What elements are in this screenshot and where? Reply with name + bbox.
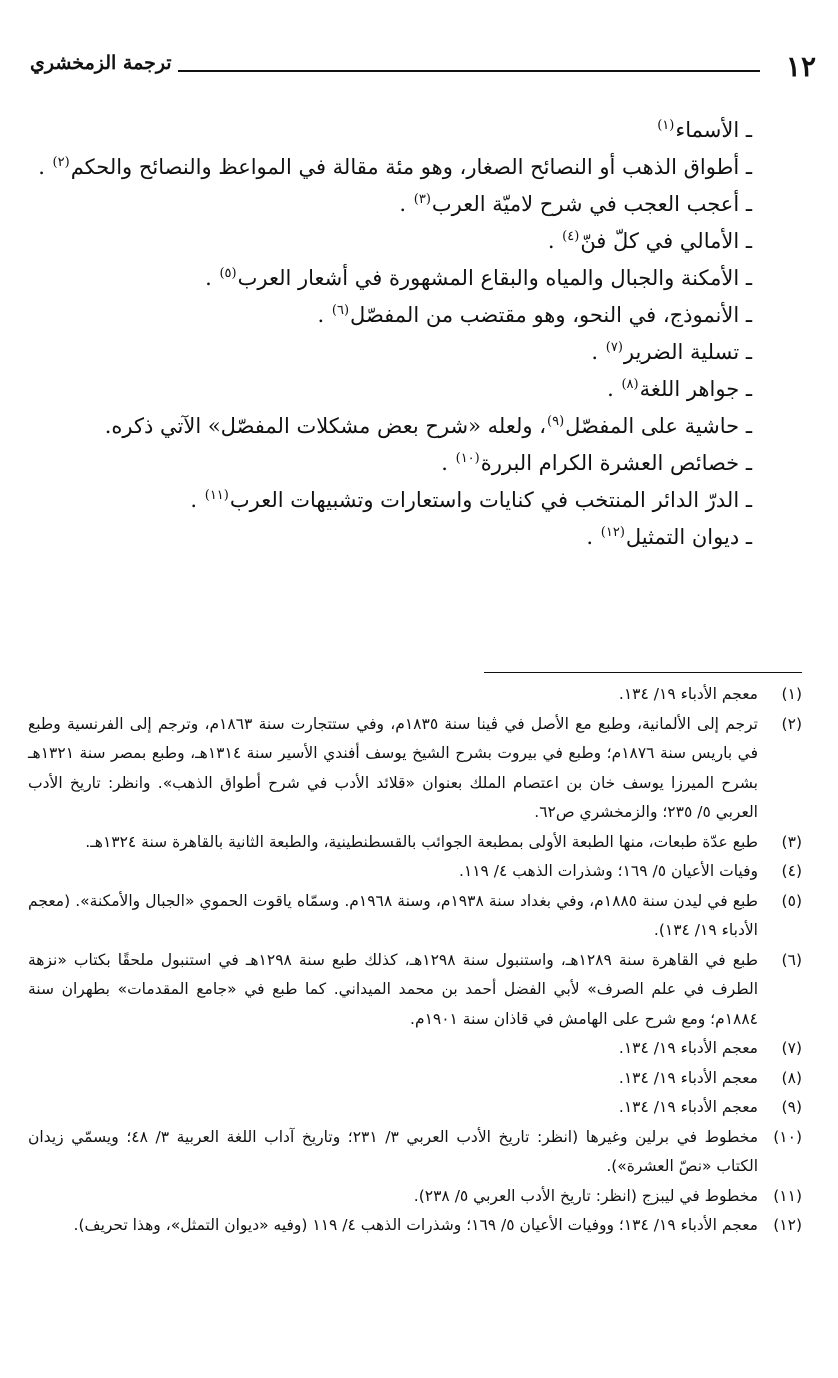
header-rule bbox=[178, 70, 760, 72]
footnote-text: معجم الأدباء ١٩/ ١٣٤. bbox=[618, 1098, 758, 1116]
footnote-number: (٦) bbox=[781, 950, 802, 969]
work-item: ـ الأمالي في كلّ فنّ$^{(٤)}$ . bbox=[547, 229, 752, 253]
footnote bbox=[28, 680, 802, 710]
footnote-number: (٩) bbox=[781, 1098, 802, 1116]
footnote bbox=[28, 946, 802, 1035]
footnote-number: (٤) bbox=[781, 862, 802, 880]
footnote-marker: (٥) bbox=[219, 266, 237, 281]
footnote-text: معجم الأدباء ١٩/ ١٣٤. bbox=[618, 685, 758, 703]
footnote bbox=[28, 1211, 802, 1241]
footnote-number: (٣) bbox=[781, 832, 802, 851]
footnote-text: طبع عدّة طبعات، منها الطبعة الأولى بمطبعة الجوائب بالقسطنطينية، والطبعة الثانية بالقاهرة سنة ١٣٢٤هـ. bbox=[85, 832, 758, 851]
footnote bbox=[28, 1182, 802, 1212]
works-list bbox=[20, 112, 752, 556]
footnote-marker: (١٢) bbox=[600, 525, 625, 540]
footnote-text: ترجم إلى الألمانية، وطبع مع الأصل في ڤينا سنة ١٨٣٥م، وفي ستتجارت سنة ١٨٦٣م، وترجم إلى الفرنسية وطبع في باريس سنة ١٨٧٦م؛ وطبع في بيروت بشرح الشيخ يوسف أفندي الأسير سنة ١٣١٤هـ، وطبع بمصر سنة ١٣٢١هـ بشرح الميرزا يوسف خان بن اعتصام الملك بعنوان «قلائد الأدب في شرح أطواق الذهب». وانظر: تاريخ الأدب العربي ٥/ ٢٣٥؛ والزمخشري ص٦٢. bbox=[28, 714, 758, 821]
footnote bbox=[28, 857, 802, 887]
footnote-marker: (١٠) bbox=[455, 451, 480, 466]
work-item: ـ ديوان التمثيل$^{(١٢)}$ . bbox=[586, 525, 752, 549]
footnote-text: طبع في ليدن سنة ١٨٨٥م، وفي بغداد سنة ١٩٣٨م، وسنة ١٩٦٨م. وسمّاه ياقوت الحموي «الجبال والأمكنة». (معجم الأدباء ١٩/ ١٣٤). bbox=[28, 891, 758, 939]
footnote bbox=[28, 887, 802, 946]
footnote-number: (١٢) bbox=[773, 1216, 802, 1234]
footnote-text: معجم الأدباء ١٩/ ١٣٤. bbox=[618, 1068, 758, 1087]
footnote-number: (١١) bbox=[773, 1186, 802, 1205]
footnote bbox=[28, 1034, 802, 1064]
footnote-number: (١) bbox=[781, 685, 802, 703]
footnote-marker: (١) bbox=[657, 118, 675, 133]
footnote-marker: (٦) bbox=[331, 303, 350, 318]
footnote-text: معجم الأدباء ١٩/ ١٣٤؛ ووفيات الأعيان ٥/ ١٦٩؛ وشذرات الذهب ٤/ ١١٩ (وفيه «ديوان التمثل»، وهذا تحريف). bbox=[73, 1216, 758, 1234]
footnote-marker: (٤) bbox=[562, 229, 580, 244]
footnote bbox=[28, 1123, 802, 1182]
work-item: ـ الأنموذج، في النحو، وهو مقتضب من المفصّل$^{(٦)}$ . bbox=[317, 303, 752, 327]
work-item: ـ الأمكنة والجبال والمياه والبقاع المشهورة في أشعار العرب$^{(٥)}$ . bbox=[205, 266, 752, 290]
footnote-text: مخطوط في ليبزج (انظر: تاريخ الأدب العربي ٥/ ٢٣٨). bbox=[413, 1186, 758, 1205]
work-item: ـ أطواق الذهب أو النصائح الصغار، وهو مئة مقالة في المواعظ والنصائح والحكم$^{(٢)}$ . bbox=[38, 155, 752, 179]
footnote bbox=[28, 828, 802, 858]
page-header bbox=[30, 46, 816, 86]
footnote-number: (٢) bbox=[781, 714, 802, 733]
work-item: ـ الأسماء$^{(١)}$ bbox=[657, 118, 752, 142]
work-item: ـ أعجب العجب في شرح لاميّة العرب$^{(٣)}$ . bbox=[399, 192, 752, 216]
footnotes bbox=[28, 680, 802, 1241]
footnote-text: معجم الأدباء ١٩/ ١٣٤. bbox=[618, 1039, 758, 1057]
footnote-marker: (٨) bbox=[621, 377, 639, 392]
footnote-number: (٥) bbox=[781, 891, 802, 910]
footnote-divider bbox=[484, 672, 802, 673]
footnote-marker: (٢) bbox=[52, 155, 70, 170]
work-item: ـ خصائص العشرة الكرام البررة$^{(١٠)}$ . bbox=[441, 451, 752, 475]
work-item: ـ تسلية الضرير$^{(٧)}$ . bbox=[591, 340, 752, 364]
footnote-number: (٧) bbox=[781, 1039, 802, 1057]
footnote-number: (٨) bbox=[781, 1068, 802, 1087]
footnote-text: مخطوط في برلين وغيرها (انظر: تاريخ الأدب العربي ٣/ ٢٣١؛ وتاريخ آداب اللغة العربية ٣/ ٤٨؛ ويسمّي زيدان الكتاب «نصّ العشرة»). bbox=[28, 1127, 758, 1175]
footnote-text: وفيات الأعيان ٥/ ١٦٩؛ وشذرات الذهب ٤/ ١١٩. bbox=[458, 862, 758, 880]
work-item: ـ جواهر اللغة$^{(٨)}$ . bbox=[607, 377, 752, 401]
footnote-marker: (٩) bbox=[547, 414, 565, 429]
footnote-text: طبع في القاهرة سنة ١٢٨٩هـ، واستنبول سنة ١٢٩٨هـ، كذلك طبع سنة ١٢٩٨هـ في استنبول ملحقًا بكتاب «نزهة الطرف في علم الصرف» لأبي الفضل أحمد بن محمد الميداني. كما طبع في «جامع المقدمات» بطهران سنة ١٨٨٤م؛ ومع شرح على الهامش في قاذان سنة ١٩٠١م. bbox=[28, 950, 758, 1028]
footnote bbox=[28, 1093, 802, 1123]
footnote-marker: (٣) bbox=[413, 192, 431, 207]
footnote-number: (١٠) bbox=[773, 1127, 802, 1146]
footnote-marker: (٧) bbox=[605, 340, 623, 355]
footnote-marker: (١١) bbox=[204, 488, 229, 503]
running-title: ترجمة الزمخشري bbox=[30, 52, 172, 74]
page-number: ١٢ bbox=[785, 50, 816, 83]
work-item: ـ الدرّ الدائر المنتخب في كنايات واستعارات وتشبيهات العرب$^{(١١)}$ . bbox=[190, 488, 752, 512]
footnote bbox=[28, 1064, 802, 1094]
work-item: ـ حاشية على المفصّل$^{(٩)}$، ولعله «شرح بعض مشكلات المفصّل» الآتي ذكره. bbox=[104, 414, 752, 438]
footnote bbox=[28, 710, 802, 828]
